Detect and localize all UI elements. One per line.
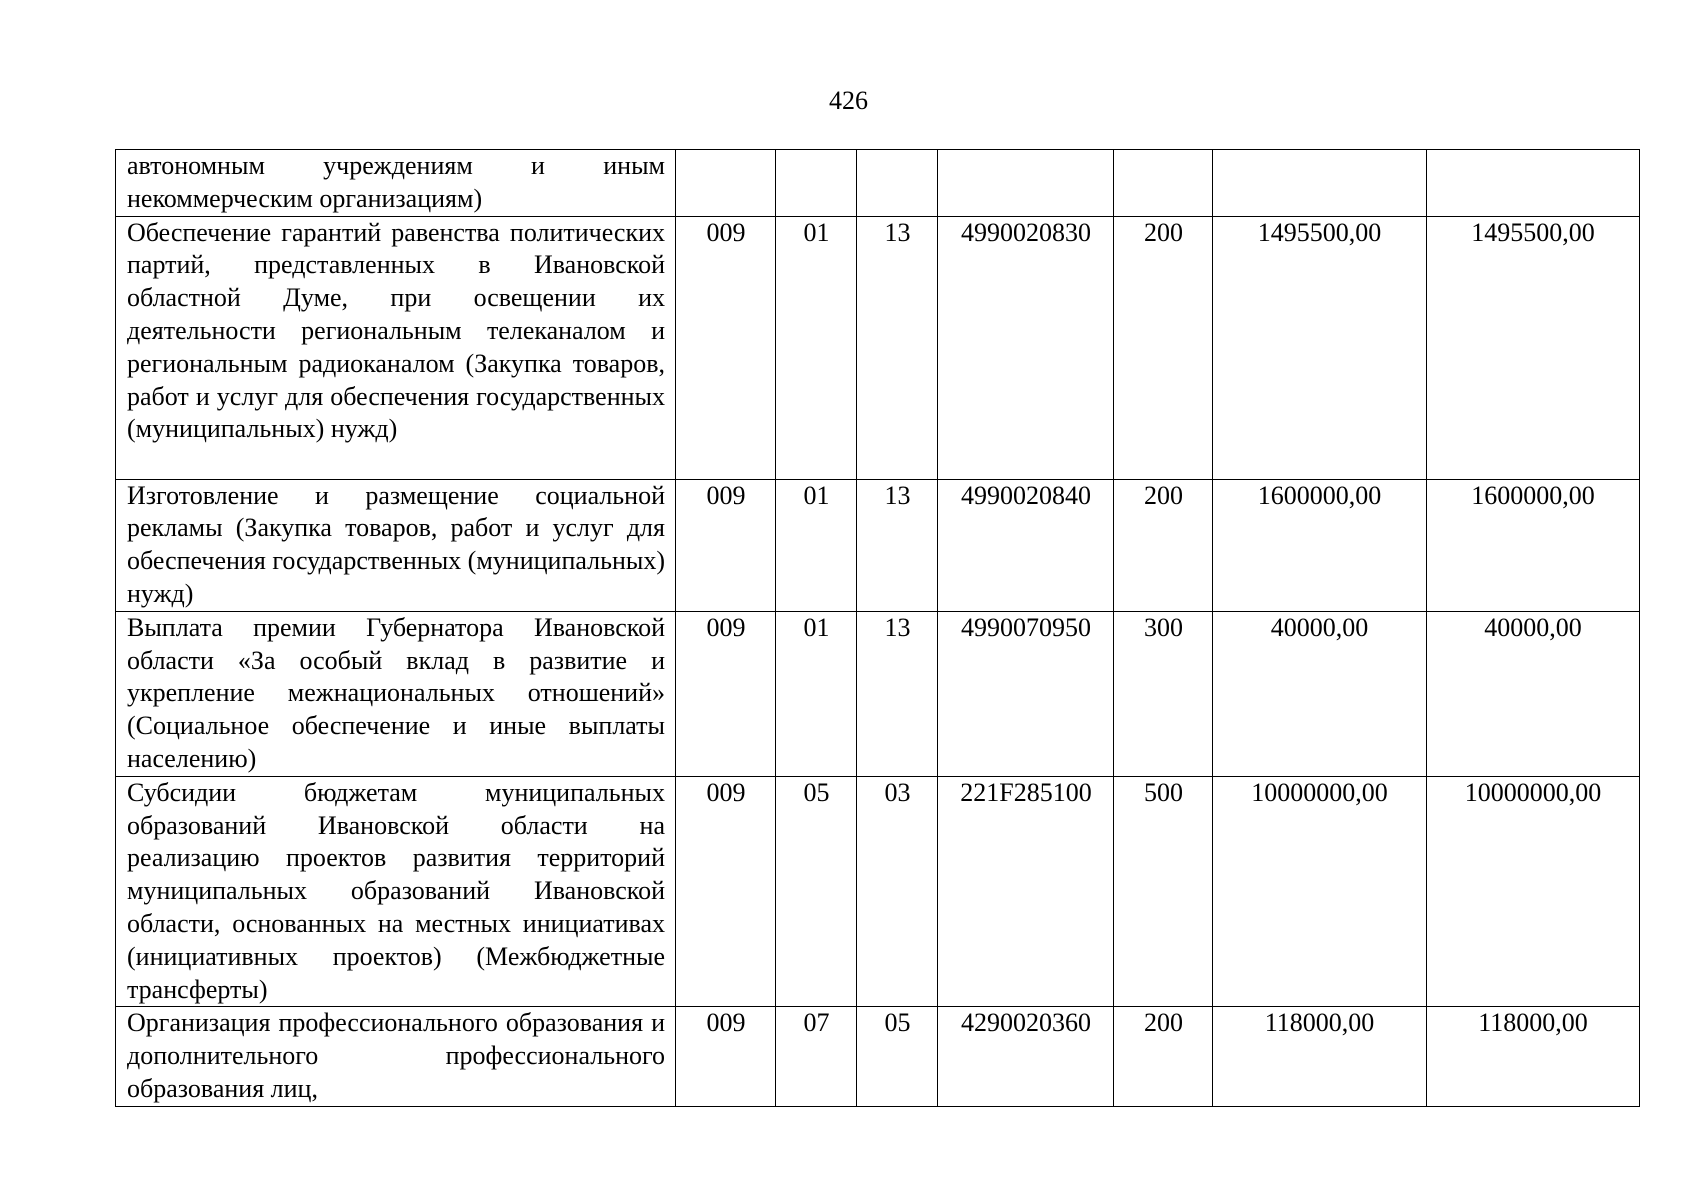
- pr-code-cell: 13: [857, 611, 938, 776]
- sum-2-cell: 1495500,00: [1427, 216, 1640, 479]
- vr-code-cell: 200: [1114, 216, 1213, 479]
- table-row: [116, 611, 1640, 776]
- gr-code-cell: 009: [676, 611, 776, 776]
- pr-code-cell: 03: [857, 776, 938, 1007]
- sum-1-cell: 118000,00: [1213, 1007, 1427, 1107]
- sum-2-cell: 1600000,00: [1427, 479, 1640, 611]
- pr-code-cell: 13: [857, 479, 938, 611]
- expense-name-cell: Выплата премии Губернатора Ивановской области «За особый вклад в развитие и укрепление межнациональных отношений» (Социальное обеспечение и иные выплаты населению): [116, 611, 676, 776]
- rz-code-cell: 01: [776, 611, 857, 776]
- sum-1-cell: 40000,00: [1213, 611, 1427, 776]
- rz-code-cell: 05: [776, 776, 857, 1007]
- expense-name-cell: Организация профессионального образования и дополнительного профессионального образования лиц,: [116, 1007, 676, 1107]
- sum-2-cell: 118000,00: [1427, 1007, 1640, 1107]
- vr-code-cell: 200: [1114, 479, 1213, 611]
- gr-code-cell: 009: [676, 216, 776, 479]
- gr-code-cell: [676, 150, 776, 217]
- sum-1-cell: [1213, 150, 1427, 217]
- csr-code-cell: 4990020840: [938, 479, 1114, 611]
- sum-2-cell: 40000,00: [1427, 611, 1640, 776]
- rz-code-cell: 01: [776, 216, 857, 479]
- sum-1-cell: 1495500,00: [1213, 216, 1427, 479]
- sum-1-cell: 10000000,00: [1213, 776, 1427, 1007]
- expense-name-cell: Субсидии бюджетам муниципальных образований Ивановской области на реализацию проектов развития территорий муниципальных образований Ивановской области, основанных на местных инициативах (инициативных проектов) (Межбюджетные трансферты): [116, 776, 676, 1007]
- page-number: 426: [829, 86, 868, 115]
- budget-table: [115, 149, 1640, 1107]
- csr-code-cell: 4990020830: [938, 216, 1114, 479]
- pr-code-cell: 05: [857, 1007, 938, 1107]
- vr-code-cell: 200: [1114, 1007, 1213, 1107]
- sum-2-cell: [1427, 150, 1640, 217]
- csr-code-cell: 4990070950: [938, 611, 1114, 776]
- pr-code-cell: [857, 150, 938, 217]
- sum-1-cell: 1600000,00: [1213, 479, 1427, 611]
- vr-code-cell: 300: [1114, 611, 1213, 776]
- table-row: [116, 1007, 1640, 1107]
- rz-code-cell: 07: [776, 1007, 857, 1107]
- rz-code-cell: 01: [776, 479, 857, 611]
- table-row: [116, 479, 1640, 611]
- csr-code-cell: 4290020360: [938, 1007, 1114, 1107]
- csr-code-cell: 221F285100: [938, 776, 1114, 1007]
- expense-name-cell: автономным учреждениям и иным некоммерческим организациям): [116, 150, 676, 217]
- gr-code-cell: 009: [676, 479, 776, 611]
- expense-name-cell: Изготовление и размещение социальной рекламы (Закупка товаров, работ и услуг для обеспечения государственных (муниципальных) нужд): [116, 479, 676, 611]
- table-row: [116, 776, 1640, 1007]
- rz-code-cell: [776, 150, 857, 217]
- vr-code-cell: 500: [1114, 776, 1213, 1007]
- gr-code-cell: 009: [676, 776, 776, 1007]
- sum-2-cell: 10000000,00: [1427, 776, 1640, 1007]
- table-row: [116, 216, 1640, 479]
- vr-code-cell: [1114, 150, 1213, 217]
- expense-name-cell: Обеспечение гарантий равенства политических партий, представленных в Ивановской областной Думе, при освещении их деятельности региональным телеканалом и региональным радиоканалом (Закупка товаров, работ и услуг для обеспечения государственных (муниципальных) нужд): [116, 216, 676, 479]
- pr-code-cell: 13: [857, 216, 938, 479]
- table-row: [116, 150, 1640, 217]
- csr-code-cell: [938, 150, 1114, 217]
- gr-code-cell: 009: [676, 1007, 776, 1107]
